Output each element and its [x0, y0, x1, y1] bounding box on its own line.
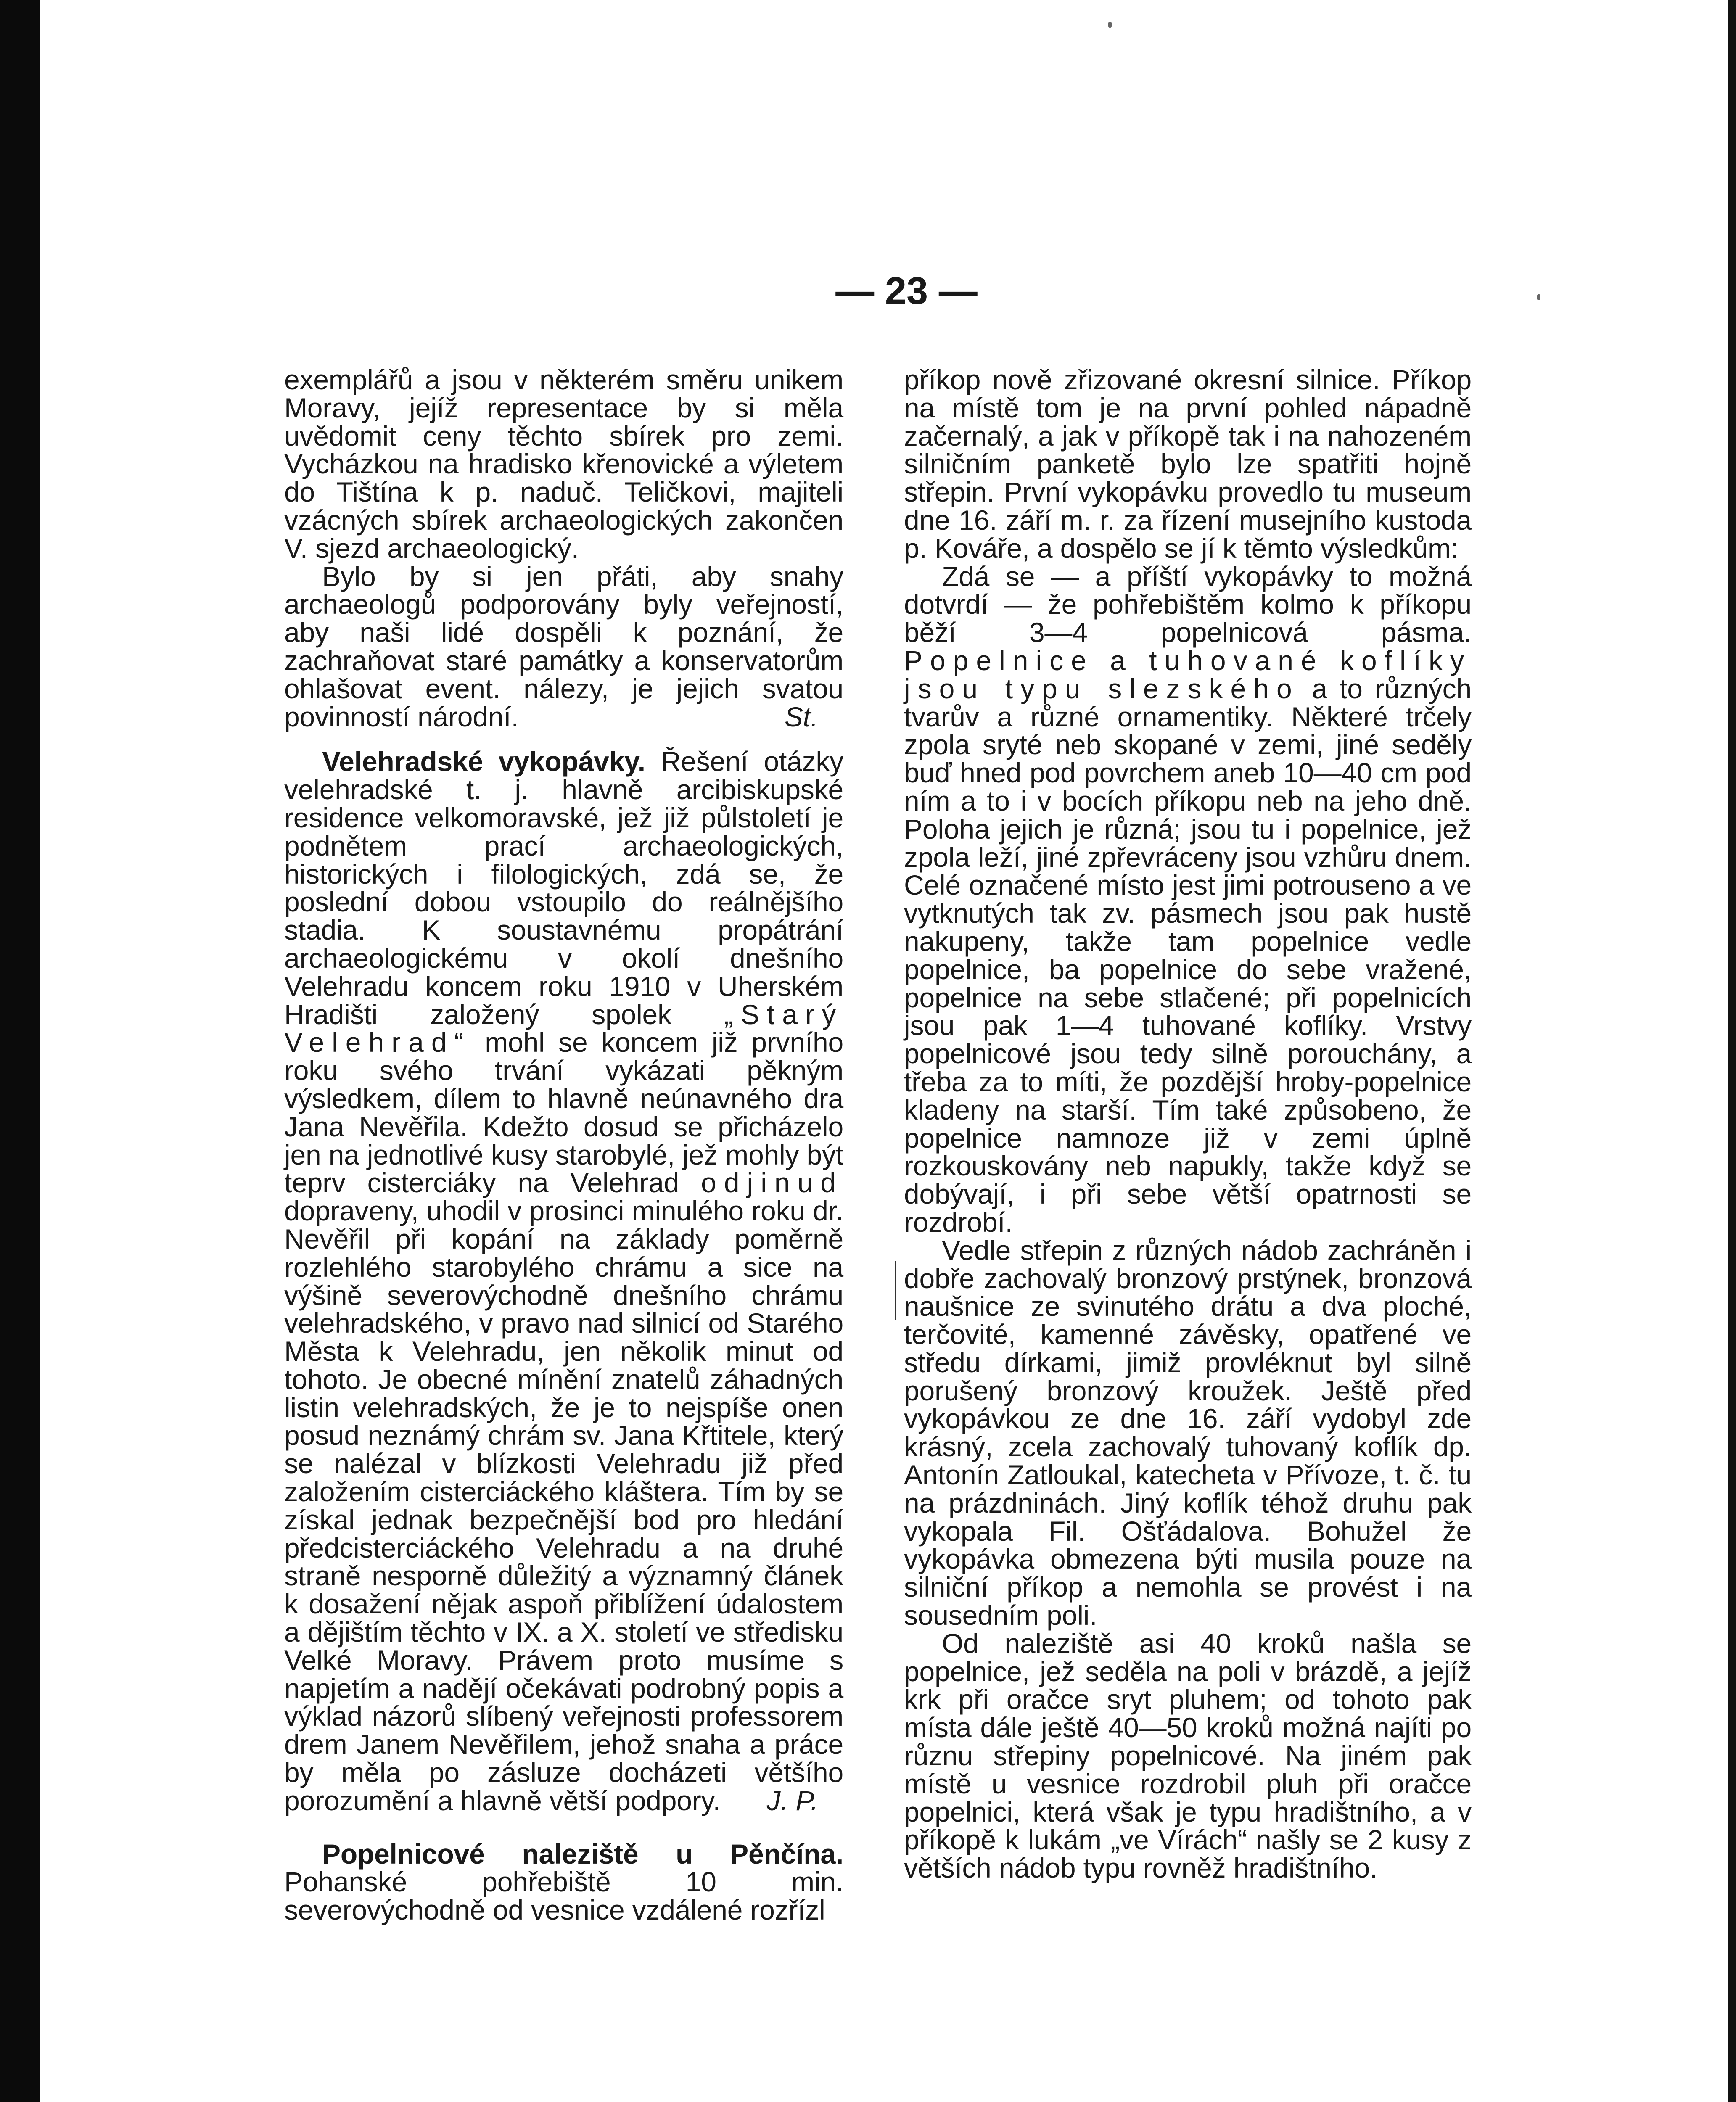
emphasis-phrase: Popelnice a tuhované koflíky jsou typu slezského — [904, 644, 1472, 704]
scan-speck — [1108, 22, 1112, 28]
paragraph: příkop nově zřizované okresní silnice. Příkop na místě tom je na první pohled nápadně začernalý, a jak v příkopě tak i na nahozeném silničním panketě bylo lze spatřiti hojně střepin. První vykopávku provedlo tu museum dne 16. září m. r. za řízení musejního kustoda p. Kováře, a dospělo se jí k těmto výsledkům: — [904, 364, 1472, 564]
emphasis-word: odjinud — [701, 1167, 843, 1199]
article-title: Popelnicové naleziště u Pěnčína. — [322, 1838, 843, 1870]
paragraph — [904, 562, 1472, 1236]
document-page — [40, 0, 1728, 2102]
author-signature: J. P. — [766, 1785, 818, 1816]
club-name: „Starý Velehrad“ — [284, 998, 843, 1058]
article-velehrad — [284, 747, 843, 1814]
article-text: mohl se koncem již prvního roku svého trvání vykázati pěkným výsledkem, dílem to hlavně neúnavného dra Jana Nevěřila. Kdežto dosud se přicházelo jen na jednotlivé kusy starobylé, jež mohly být teprv cisterciáky na Velehrad — [284, 1027, 843, 1199]
paragraph: exemplářů a jsou v některém směru unikem Moravy, jejíž representace by si měla uvědomit ceny těchto sbírek pro zemi. Vycházkou na hradisko křenovické a výletem do Tištína k p. naduč. Teličkovi, majiteli vzácných sbírek archaeologických zakončen V. sjezd archaeologický. — [284, 364, 843, 564]
article-pencin — [284, 1840, 843, 1924]
article-text: Pohanské pohřebiště 10 min. severovýchodně od vesnice vzdálené rozřízl — [284, 1866, 843, 1926]
article-title: Velehradské vykopávky. — [322, 746, 645, 777]
paragraph: Vedle střepin z různých nádob zachráněn i dobře zachovalý bronzový prstýnek, bronzová naušnice ze svinutého drátu a dva ploché, terčovité, kamenné závěsky, opatřené ve středu dírkami, jimiž provléknut byl silně porušený bronzový kroužek. Ještě před vykopávkou ze dne 16. září vydobyl zde krásný, zcela zachovalý tuhovaný koflík dp. Antonín Zatloukal, katecheta v Přívoze, t. č. tu na prázdninách. Jiný koflík téhož druhu pak vykopala Fil. Ošťádalova. Bohužel že vykopávka obmezena býti musila pouze na silniční příkop a nemohla se provést i na sousedním poli. — [904, 1234, 1472, 1631]
paragraph-text: Zdá se — a příští vykopávky to možná dotvrdí — že pohřebištěm kolmo k příkopu běží 3—4 popelnicová pásma. — [904, 560, 1472, 648]
author-signature: St. — [784, 701, 818, 732]
paragraph — [284, 562, 843, 731]
paragraph: Od naleziště asi 40 kroků našla se popelnice, jež seděla na poli v brázdě, a jejíž krk při oračce sryt pluhem; od tohoto pak místa dále ještě 40—50 kroků možná najíti po různu střepiny popelnicové. Na jiném pak místě u vesnice rozdrobil pluh při oračce popelnici, která však je typu hradištního, a v příkopě k lukám „ve Vírách“ našly se 2 kusy z větších nádob typu rovněž hradištního. — [904, 1627, 1472, 1884]
article-text: dopraveny, uhodil v prosinci minulého roku dr. Nevěřil při kopání na základy poměrně rozlehlého starobylého chrámu a sice na výšině severovýchodně dnešního chrámu velehradského, v pravo nad silnicí od Starého Města k Velehradu, jen několik minut od tohoto. Je obecné mínění znatelů záhadných listin velehradských, že je to nejspíše onen posud neznámý chrám sv. Jana Křtitele, který se nalézal v blízkosti Velehradu již před založením cisterciáckého kláštera. Tím by se získal jednak bezpečnější bod pro hledání předcisterciáckého Velehradu a na druhé straně nesporně důležitý a významný článek k dosažení nějak aspoň přiblížení údalostem a dějištím těchto v IX. a X. století ve středisku Velké Moravy. Právem proto musíme s napjetím a nadějí očekávati podrobný popis a výklad názorů slíbený veřejnosti professorem drem Janem Nevěřilem, jehož snaha a práce by měla po zásluze docházeti většího porozumění a hlavně větší podpory. — [284, 1195, 843, 1816]
paragraph-text: Bylo by si jen přáti, aby snahy archaeologů podporovány byly veřejností, aby naši lidé dospěli k poznání, že zachraňovat staré památky a konservatorům ohlašovat event. nálezy, je jejich svatou povinností národní. — [284, 560, 843, 732]
scan-left-edge — [0, 0, 40, 2102]
page-number: — 23 — — [835, 269, 978, 312]
article-text: Řešení otázky velehradské t. j. hlavně arcibiskupské residence velkomoravské, jež již půlstoletí je podnětem prací archaeologických, historických i filologických, zdá se, že poslední dobou vstoupilo do reálnějšího stadia. K soustavnému propátrání archaeologickému v okolí dnešního Velehradu koncem roku 1910 v Uherském Hradišti založený spolek — [284, 746, 844, 1030]
paragraph-text: a to různých tvarův a různé ornamentiky. Některé trčely zpola sryté neb skopané v zemi, jiné seděly buď hned pod povrchem aneb 10—40 cm pod ním a to i v bocích příkopu neb na jeho dně. Poloha jejich je různá; jsou tu i popelnice, jež zpola leží, jiné zpřevráceny jsou vzhůru dnem. Celé označené místo jest jimi potrouseno a ve vytknutých tak zv. pásmech jsou pak hustě nakupeny, takže tam popelnice vedle popelnice, ba popelnice do sebe vražené, popelnice na sebe stlačené; při popelnicích jsou pak 1—4 tuhované koflíky. Vrstvy popelnicové jsou tedy silně porouchány, a třeba za to míti, že pozdější hroby-popelnice kladeny na starší. Tím také způsobeno, že popelnice namnoze již v zemi úplně rozkouskovány neb napukly, takže když se dobývají, i při sebe větší opatrnosti se rozdrobí. — [904, 673, 1472, 1238]
left-column — [284, 366, 843, 1924]
scan-right-edge — [1728, 0, 1736, 2102]
right-column — [904, 366, 1472, 1882]
column-divider-mark — [895, 1261, 896, 1320]
scan-speck — [1537, 294, 1540, 300]
